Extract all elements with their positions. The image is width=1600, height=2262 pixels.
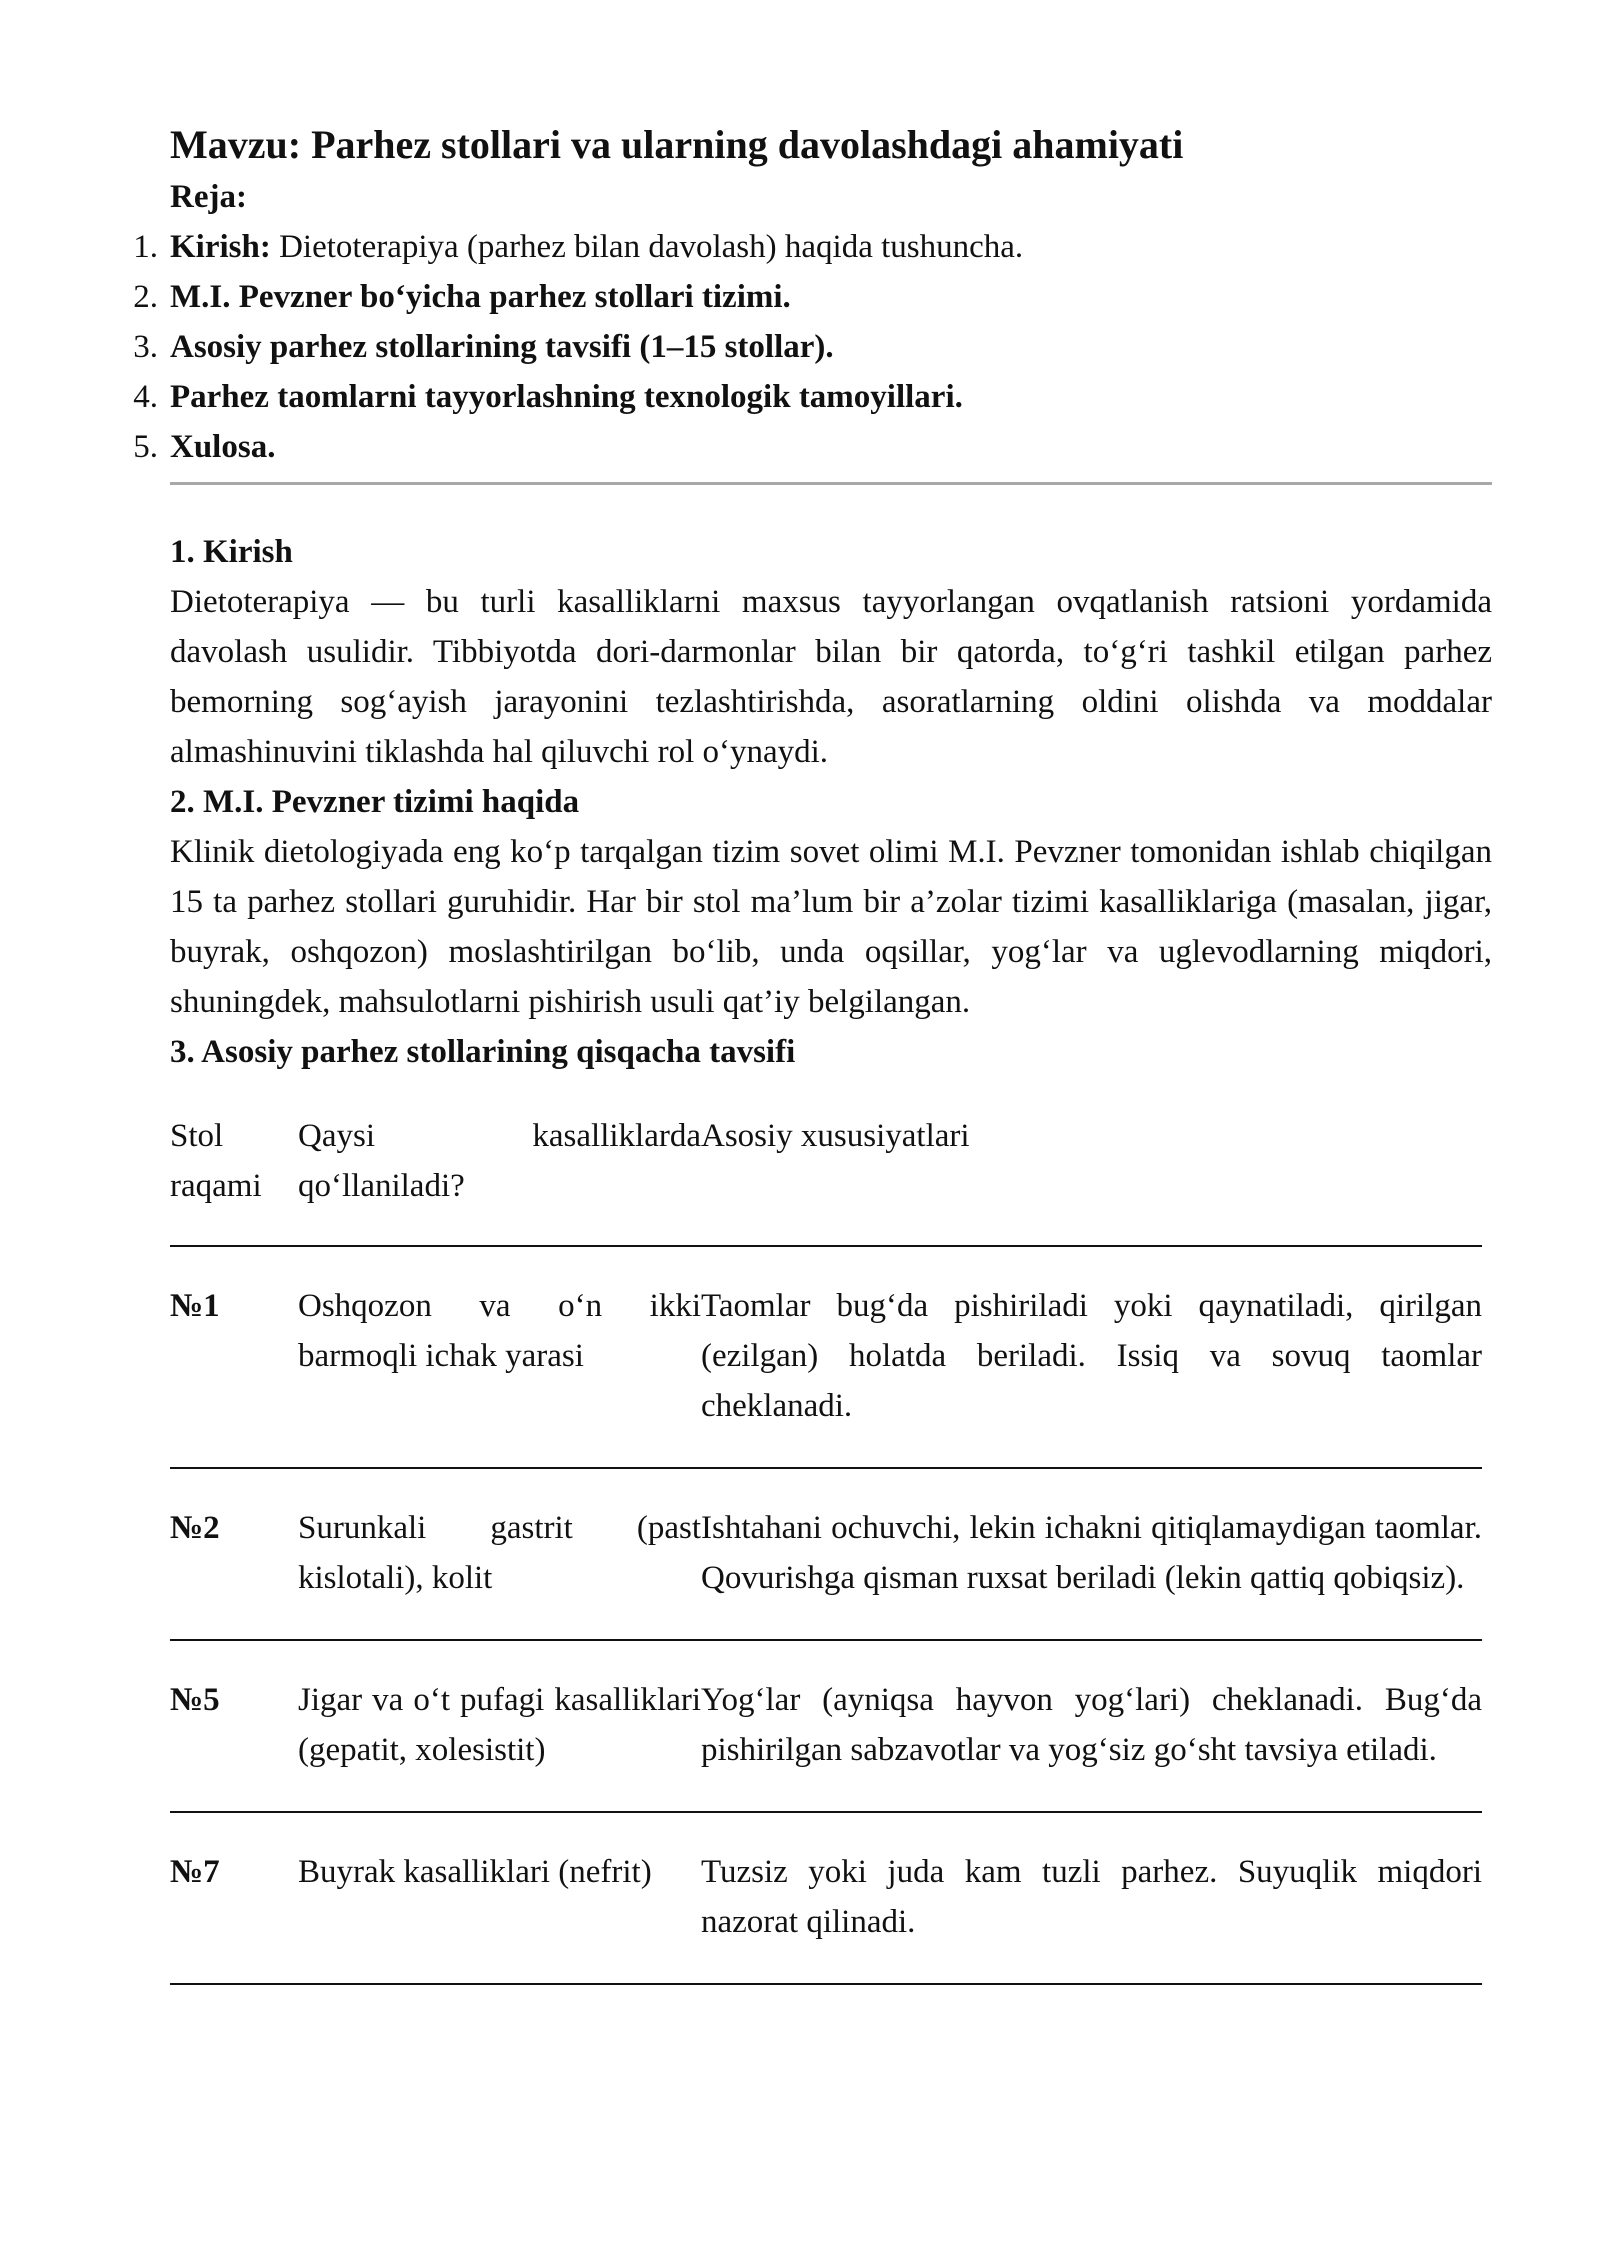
plan-item: [133, 322, 1492, 372]
table-cell-disease: Buyrak kasalliklari (nefrit): [298, 1812, 701, 1984]
plan-item-bold: Xulosa.: [170, 429, 276, 465]
section-heading-kirish: 1. Kirish: [170, 534, 293, 570]
table-cell-disease: Oshqozon va o‘n ikki barmoqli ichak yarasi: [298, 1246, 701, 1468]
table-cell-features: Taomlar bug‘da pishiriladi yoki qaynatiladi, qirilgan (ezilgan) holatda beriladi. Issiq va sovuq taomlar cheklanadi.: [701, 1246, 1482, 1468]
plan-item-number: 3.: [133, 329, 158, 365]
document-page: [133, 118, 1492, 1985]
table-cell-number: №1: [170, 1246, 298, 1468]
column-header-features: Asosiy xususiyatlari: [701, 1111, 1482, 1246]
table-cell-features: Ishtahani ochuvchi, lekin ichakni qitiqlamaydigan taomlar. Qovurishga qisman ruxsat beriladi (lekin qattiq qobiqsiz).: [701, 1468, 1482, 1640]
section-heading-table: 3. Asosiy parhez stollarining qisqacha tavsifi: [170, 1034, 796, 1070]
plan-item-number: 5.: [133, 429, 158, 465]
plan-item: [133, 222, 1492, 272]
section-heading-pevzner: 2. M.I. Pevzner tizimi haqida: [170, 784, 580, 820]
plan-item-number: 1.: [133, 229, 158, 265]
table-row: [170, 1246, 1482, 1468]
table-cell-number: №7: [170, 1812, 298, 1984]
table-cell-disease: Surunkali gastrit (past kislotali), kolit: [298, 1468, 701, 1640]
section-body-kirish: Dietoterapiya — bu turli kasalliklarni maxsus tayyorlangan ovqatlanish ratsioni yordamida davolash usulidir. Tibbiyotda dori-darmonlar bilan bir qatorda, to‘g‘ri tashkil etilgan parhez bemorning sog‘ayish jarayonini tezlashtirishda, asoratlarning oldini olishda va moddalar almashinuvini tiklashda hal qiluvchi rol o‘ynaydi.: [170, 584, 1492, 770]
plan-item-bold: Asosiy parhez stollarining tavsifi (1–15 stollar).: [170, 329, 834, 365]
plan-item: [133, 272, 1492, 322]
table-cell-number: №5: [170, 1640, 298, 1812]
diet-tables-table: [170, 1111, 1482, 1985]
plan-item-number: 2.: [133, 279, 158, 315]
plan-item-number: 4.: [133, 379, 158, 415]
table-cell-features: Tuzsiz yoki juda kam tuzli parhez. Suyuqlik miqdori nazorat qilinadi.: [701, 1812, 1482, 1984]
table-cell-features: Yog‘lar (ayniqsa hayvon yog‘lari) cheklanadi. Bug‘da pishirilgan sabzavotlar va yog‘siz go‘sht tavsiya etiladi.: [701, 1640, 1482, 1812]
plan-item: [133, 372, 1492, 422]
table-header-row: [170, 1111, 1482, 1246]
plan-item-bold: M.I. Pevzner bo‘yicha parhez stollari tizimi.: [170, 279, 791, 315]
table-row: [170, 1640, 1482, 1812]
table-cell-disease: Jigar va o‘t pufagi kasalliklari (gepatit, xolesistit): [298, 1640, 701, 1812]
plan-item-bold: Kirish:: [170, 229, 271, 265]
plan-item-text: Dietoterapiya (parhez bilan davolash) haqida tushuncha.: [270, 229, 1024, 265]
table-row: [170, 1812, 1482, 1984]
plan-heading: Reja:: [170, 179, 247, 215]
plan-item: [133, 422, 1492, 472]
table-row: [170, 1468, 1482, 1640]
table-cell-number: №2: [170, 1468, 298, 1640]
column-header-disease: Qaysi kasalliklarda qo‘llaniladi?: [298, 1111, 701, 1246]
plan-list: [133, 222, 1492, 472]
horizontal-divider: [170, 482, 1492, 485]
column-header-number: Stol raqami: [170, 1111, 298, 1246]
document-title: Mavzu: Parhez stollari va ularning davolashdagi ahamiyati: [170, 122, 1184, 167]
plan-item-bold: Parhez taomlarni tayyorlashning texnologik tamoyillari.: [170, 379, 963, 415]
section-body-pevzner: Klinik dietologiyada eng ko‘p tarqalgan tizim sovet olimi M.I. Pevzner tomonidan ishlab chiqilgan 15 ta parhez stollari guruhidir. Har bir stol ma’lum bir a’zolar tizimi kasalliklariga (masalan, jigar, buyrak, oshqozon) moslashtirilgan bo‘lib, unda oqsillar, yog‘lar va uglevodlarning miqdori, shuningdek, mahsulotlarni pishirish usuli qat’iy belgilangan.: [170, 834, 1492, 1020]
